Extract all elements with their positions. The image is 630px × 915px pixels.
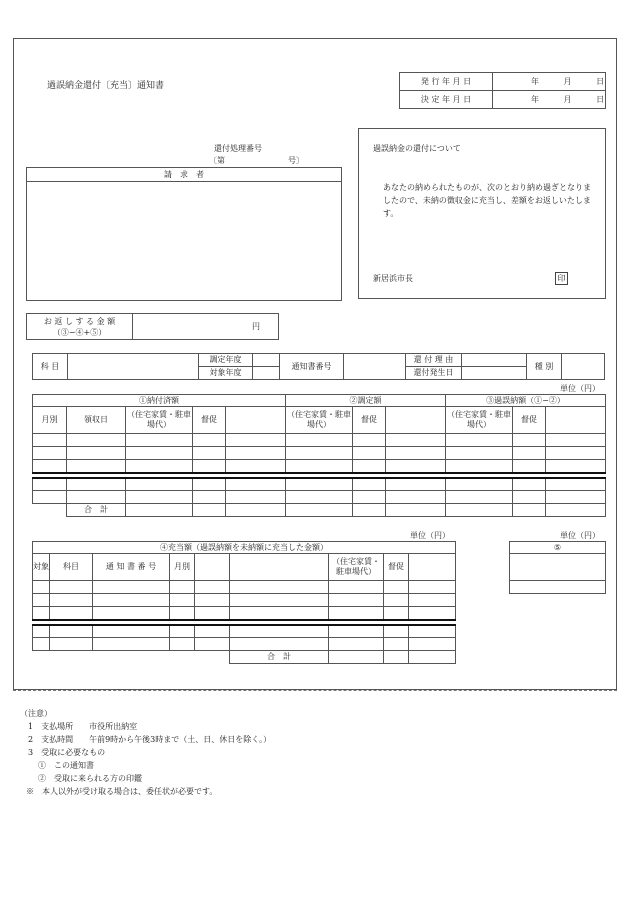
notice-box [358, 128, 606, 299]
note-item: 3 受取に必要なもの [28, 748, 106, 757]
blank-header [386, 407, 446, 434]
seal [555, 272, 568, 285]
dunning-header: 督促 [384, 554, 409, 581]
rent-header: （住宅家賃・駐車場代） [446, 407, 513, 434]
blank-header [409, 554, 456, 581]
blank-header [226, 407, 286, 434]
dunning-header: 督促 [513, 407, 546, 434]
allocation-header: ④充当額（過誤納額を未納額に充当した金額） [33, 542, 456, 554]
notice-body: あなたの納められたものが、次のとおり納め過ぎとなりましたので、未納の徴収金に充当し、差額をお返しいたします。 [383, 183, 591, 218]
table-row[interactable] [33, 434, 606, 447]
separator [13, 690, 617, 691]
refund-no-label: 還付処理番号 [214, 144, 262, 153]
adjusted-header: ②調定額 [286, 395, 446, 407]
month-type-header: 月別 [33, 407, 67, 434]
refund-no-open: 〔第 [209, 156, 225, 165]
table-row[interactable] [33, 447, 606, 460]
category-label: 種 別 [527, 354, 562, 380]
target-year-value[interactable] [253, 367, 280, 380]
yen-unit: 円 [252, 321, 260, 331]
table-row[interactable] [33, 460, 606, 473]
overpaid-header: ③過誤納額（①−②） [446, 395, 606, 407]
notice-title: 過誤納金の還付について [373, 144, 461, 153]
table-row[interactable] [33, 581, 456, 594]
category-value[interactable] [562, 354, 605, 380]
extra-value-2[interactable] [510, 581, 606, 594]
notes-heading: （注意） [20, 709, 52, 718]
table-row[interactable] [33, 607, 456, 620]
return-amount-value[interactable] [133, 314, 279, 340]
unit-label-1: 単位（円） [560, 384, 600, 393]
dunning-header: 督促 [193, 407, 226, 434]
extra-value[interactable] [510, 554, 606, 581]
extra-header: ⑤ [510, 542, 606, 554]
extra-table [509, 541, 606, 594]
total-row [33, 651, 456, 664]
note-item: 1 支払場所 市役所出納室 [28, 722, 138, 731]
blank-header [230, 554, 329, 581]
refund-reason-value[interactable] [462, 354, 527, 367]
total-label: 合 計 [230, 651, 329, 664]
return-amount-formula: （③−④+⑤） [52, 327, 107, 337]
info-table [32, 353, 605, 380]
decision-date-label: 決 定 年 月 日 [400, 91, 493, 109]
refund-date-label: 還付発生日 [406, 367, 462, 380]
unit-label-2: 単位（円） [410, 531, 450, 540]
blank-header [195, 554, 230, 581]
refund-no-close: 号〕 [288, 156, 304, 165]
adjust-year-value[interactable] [253, 354, 280, 367]
notice-no-label: 通知書番号 [280, 354, 344, 380]
return-amount-table [26, 313, 279, 340]
seal-mark: 印 [555, 272, 568, 285]
rent-header: （住宅家賃・駐車場代） [329, 554, 384, 581]
subject-label: 科 目 [33, 354, 68, 380]
table-row[interactable] [33, 638, 456, 651]
table-row[interactable] [33, 491, 606, 504]
allocation-table [32, 541, 456, 664]
unit-label-3: 単位（円） [560, 531, 600, 540]
date-table [399, 72, 606, 109]
note-item: ② 受取に来られる方の印鑑 [38, 774, 142, 783]
rent-header: （住宅家賃・駐車場代） [126, 407, 193, 434]
refund-reason-label: 還 付 理 由 [406, 354, 462, 367]
table-row[interactable] [33, 478, 606, 491]
adjust-year-label: 調定年度 [199, 354, 253, 367]
note-item: ※ 本人以外が受け取る場合は、委任状が必要です。 [26, 787, 218, 796]
dunning-header: 督促 [353, 407, 386, 434]
note-item: ① この通知書 [38, 761, 94, 770]
target-year-label: 対象年度 [199, 367, 253, 380]
paid-header: ①納付済額 [33, 395, 286, 407]
notice-no-header: 通 知 書 番 号 [93, 554, 170, 581]
total-label: 合 計 [67, 504, 126, 517]
mayor-name: 新居浜市長 [373, 274, 413, 283]
table-row[interactable] [33, 625, 456, 638]
claimant-label: 請 求 者 [27, 168, 341, 182]
notice-no-value[interactable] [344, 354, 406, 380]
subject-header: 科目 [50, 554, 93, 581]
notes [20, 707, 271, 798]
form-title: 過誤納金還付〔充当〕通知書 [47, 81, 165, 91]
table-row[interactable] [33, 594, 456, 607]
payment-table [32, 394, 606, 517]
receipt-date-header: 領収日 [67, 407, 126, 434]
note-item: 2 支払時間 午前9時から午後3時まで（土、日、休日を除く。） [28, 735, 272, 744]
issue-date-value[interactable]: 年 月 日 [493, 73, 606, 91]
claimant-box[interactable] [26, 167, 342, 301]
blank-header [546, 407, 606, 434]
refund-date-value[interactable] [462, 367, 527, 380]
issue-date-label: 発 行 年 月 日 [400, 73, 493, 91]
decision-date-value[interactable]: 年 月 日 [493, 91, 606, 109]
target-header: 対象 [33, 554, 50, 581]
rent-header: （住宅家賃・駐車場代） [286, 407, 353, 434]
return-amount-title: お 返 し す る 金 額 [43, 316, 116, 326]
return-amount-label [27, 314, 133, 340]
total-row [33, 504, 606, 517]
subject-value[interactable] [68, 354, 199, 380]
month-type-header: 月別 [170, 554, 195, 581]
